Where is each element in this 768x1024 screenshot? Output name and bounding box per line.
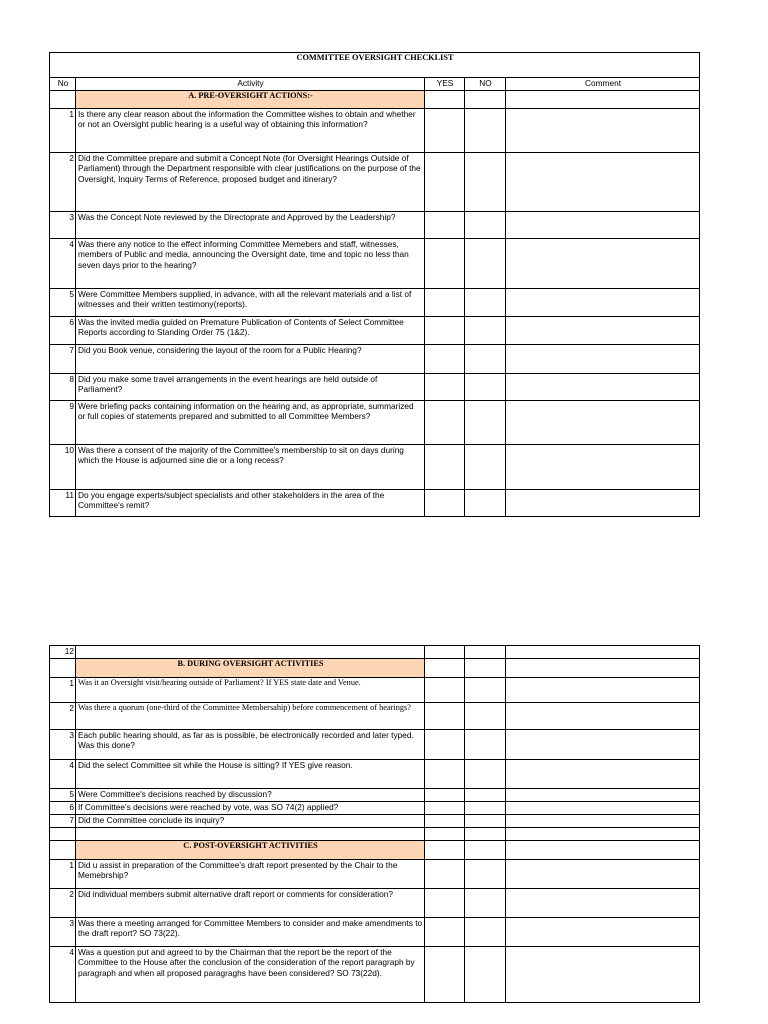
item-number: 4 (50, 760, 76, 789)
comment-cell[interactable] (506, 947, 700, 1003)
item-number: 6 (50, 802, 76, 815)
yes-cell[interactable] (425, 703, 465, 730)
section-b-title: B. DURING OVERSIGHT ACTIVITIES (76, 659, 425, 678)
item-number: 12 (50, 646, 76, 659)
item-text: Was the Concept Note reviewed by the Directoprate and Approved by the Leadership? (76, 212, 425, 239)
item-text: Was the invited media guided on Premature Publication of Contents of Select Committee Reports according to Standing Order 75 (1&2). (76, 317, 425, 345)
item-text: Was there a meeting arranged for Committee Members to consider and make amendments to the draft report? SO 73(22). (76, 918, 425, 947)
checklist-row (50, 947, 700, 1003)
no-cell[interactable] (465, 860, 506, 889)
yes-cell[interactable] (425, 730, 465, 760)
yes-cell[interactable] (425, 289, 465, 317)
yes-cell[interactable] (425, 345, 465, 374)
checklist-row (50, 109, 700, 153)
comment-cell[interactable] (506, 212, 700, 239)
no-cell[interactable] (465, 401, 506, 445)
item-number: 10 (50, 445, 76, 490)
item-text: Was it an Oversight visit/hearing outside of Parliament? If YES state date and Venue. (76, 678, 425, 703)
yes-cell[interactable] (425, 889, 465, 918)
item-number: 3 (50, 730, 76, 760)
item-number: 5 (50, 289, 76, 317)
header-no: No (50, 78, 76, 91)
yes-cell[interactable] (425, 947, 465, 1003)
item-text: Did the Committee conclude its inquiry? (76, 815, 425, 828)
comment-cell[interactable] (506, 490, 700, 517)
comment-cell[interactable] (506, 401, 700, 445)
yes-cell[interactable] (425, 760, 465, 789)
item-number: 3 (50, 212, 76, 239)
item-text: Was a question put and agreed to by the Chairman that the report be the report of the Committee to the House after the conclusion of the consideration of the report paragraph by paragraph and when all proposed paragraghs have been considered? SO 73(22d). (76, 947, 425, 1003)
checklist-row (50, 730, 700, 760)
no-cell[interactable] (465, 815, 506, 828)
no-cell[interactable] (465, 947, 506, 1003)
comment-cell[interactable] (506, 317, 700, 345)
no-cell[interactable] (465, 889, 506, 918)
item-number: 1 (50, 678, 76, 703)
checklist-row (50, 760, 700, 789)
yes-cell[interactable] (425, 860, 465, 889)
checklist-row (50, 490, 700, 517)
no-cell[interactable] (465, 678, 506, 703)
checklist-row (50, 401, 700, 445)
item-text: Did you make some travel arrangements in the event hearings are held outside of Parliament? (76, 374, 425, 401)
comment-cell[interactable] (506, 239, 700, 289)
no-cell[interactable] (465, 289, 506, 317)
item-number: 2 (50, 703, 76, 730)
no-cell[interactable] (465, 109, 506, 153)
comment-cell[interactable] (506, 860, 700, 889)
checklist-row (50, 374, 700, 401)
comment-cell[interactable] (506, 678, 700, 703)
comment-cell[interactable] (506, 109, 700, 153)
comment-cell[interactable] (506, 760, 700, 789)
item-number: 9 (50, 401, 76, 445)
item-number: 11 (50, 490, 76, 517)
item-text: Were briefing packs containing information on the hearing and, as appropriate, summarized or full copies of statements prepared and submitted to all Committee Members? (76, 401, 425, 445)
checklist-row (50, 317, 700, 345)
comment-cell[interactable] (506, 345, 700, 374)
no-cell[interactable] (465, 802, 506, 815)
item-text: Did the Committee prepare and submit a Concept Note (for Oversight Hearings Outside of Parliament) through the Department responsible with clear justifications on the purpose of the Oversight, Inquiry Terms of Reference, proposed budget and itinerary? (76, 153, 425, 212)
checklist-row (50, 153, 700, 212)
yes-cell[interactable] (425, 401, 465, 445)
comment-cell[interactable] (506, 289, 700, 317)
yes-cell[interactable] (425, 212, 465, 239)
header-yes: YES (425, 78, 465, 91)
item-text: Did u assist in preparation of the Committee's draft report presented by the Chair to the Memebrship? (76, 860, 425, 889)
checklist-row (50, 445, 700, 490)
item-number: 1 (50, 109, 76, 153)
item-number: 8 (50, 374, 76, 401)
yes-cell[interactable] (425, 490, 465, 517)
comment-cell[interactable] (506, 703, 700, 730)
checklist-row (50, 289, 700, 317)
item-text: If Committee's decisions were reached by vote, was SO 74(2) applied? (76, 802, 425, 815)
item-number: 5 (50, 789, 76, 802)
yes-cell[interactable] (425, 918, 465, 947)
section-c-title: C. POST-OVERSIGHT ACTIVITIES (76, 841, 425, 860)
comment-cell[interactable] (506, 789, 700, 802)
checklist-row (50, 889, 700, 918)
checklist-row (50, 703, 700, 730)
checklist-row (50, 815, 700, 828)
item-number: 2 (50, 153, 76, 212)
header-activity: Activity (76, 78, 425, 91)
no-cell[interactable] (465, 490, 506, 517)
no-cell[interactable] (465, 789, 506, 802)
item-text: Was there any notice to the effect informing Committee Memebers and staff, witnesses, members of Public and media, announcing the Oversight date, time and topic no less than seven days prior to the hearing? (76, 239, 425, 289)
checklist-row (50, 345, 700, 374)
item-text: Do you engage experts/subject specialists and other stakeholders in the area of the Committee's remit? (76, 490, 425, 517)
no-cell[interactable] (465, 445, 506, 490)
item-number: 6 (50, 317, 76, 345)
item-number: 3 (50, 918, 76, 947)
item-text: Is there any clear reason about the information the Committee wishes to obtain and whether or not an Oversight public hearing is a useful way of obtaining this information? (76, 109, 425, 153)
comment-cell[interactable] (506, 918, 700, 947)
no-cell[interactable] (465, 239, 506, 289)
item-text: Each public hearing should, as far as is possible, be electronically recorded and later typed. Was this done? (76, 730, 425, 760)
yes-cell[interactable] (425, 153, 465, 212)
yes-cell[interactable] (425, 445, 465, 490)
checklist-table-pre-oversight (49, 52, 700, 517)
yes-cell[interactable] (425, 815, 465, 828)
yes-cell[interactable] (425, 802, 465, 815)
comment-cell[interactable] (506, 374, 700, 401)
item-number: 4 (50, 947, 76, 1003)
header-no-answer: NO (465, 78, 506, 91)
yes-cell[interactable] (425, 317, 465, 345)
item-text: Was there a quorum (one-third of the Committee Membersahip) before commencement of hearings? (76, 703, 425, 730)
header-comment: Comment (506, 78, 700, 91)
no-cell[interactable] (465, 212, 506, 239)
no-cell[interactable] (465, 345, 506, 374)
checklist-row (50, 239, 700, 289)
yes-cell[interactable] (425, 109, 465, 153)
item-number: 4 (50, 239, 76, 289)
checklist-table-during-post-oversight (49, 645, 700, 1003)
no-cell[interactable] (465, 918, 506, 947)
no-cell[interactable] (465, 703, 506, 730)
no-cell[interactable] (465, 730, 506, 760)
checklist-row (50, 646, 700, 659)
yes-cell[interactable] (425, 789, 465, 802)
section-a-title: A. PRE-OVERSIGHT ACTIONS:- (76, 91, 425, 109)
page-title: COMMITTEE OVERSIGHT CHECKLIST (50, 53, 700, 78)
item-text: Were Committee's decisions reached by discussion? (76, 789, 425, 802)
checklist-row (50, 860, 700, 889)
checklist-row (50, 802, 700, 815)
item-text: Did individual members submit alternative draft report or comments for consideration? (76, 889, 425, 918)
checklist-row (50, 918, 700, 947)
no-cell[interactable] (465, 153, 506, 212)
item-text: Did you Book venue, considering the layout of the room for a Public Hearing? (76, 345, 425, 374)
comment-cell[interactable] (506, 445, 700, 490)
item-number: 7 (50, 345, 76, 374)
no-cell[interactable] (465, 317, 506, 345)
item-text: Was there a consent of the majority of the Committee's membership to sit on days during which the House is adjourned sine die or a long recess? (76, 445, 425, 490)
comment-cell[interactable] (506, 730, 700, 760)
item-text: Did the select Committee sit while the House is sitting? If YES give reason. (76, 760, 425, 789)
checklist-row (50, 212, 700, 239)
item-number: 7 (50, 815, 76, 828)
yes-cell[interactable] (425, 374, 465, 401)
checklist-row (50, 678, 700, 703)
item-number: 1 (50, 860, 76, 889)
comment-cell[interactable] (506, 815, 700, 828)
comment-cell[interactable] (506, 153, 700, 212)
checklist-row (50, 789, 700, 802)
item-number: 2 (50, 889, 76, 918)
item-text: Were Committee Members supplied, in advance, with all the relevant materials and a list of witnesses and their written testimony(reports). (76, 289, 425, 317)
no-cell[interactable] (465, 760, 506, 789)
comment-cell[interactable] (506, 889, 700, 918)
no-cell[interactable] (465, 374, 506, 401)
yes-cell[interactable] (425, 239, 465, 289)
yes-cell[interactable] (425, 678, 465, 703)
comment-cell[interactable] (506, 802, 700, 815)
